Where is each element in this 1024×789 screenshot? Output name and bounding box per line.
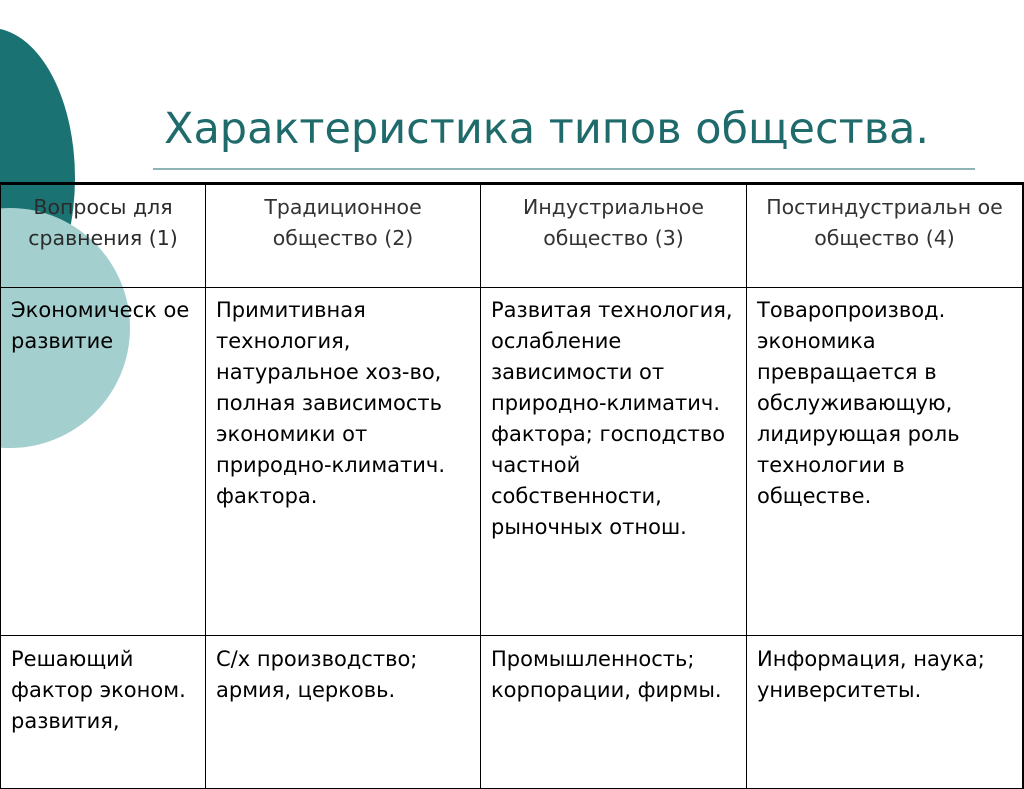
table-cell: Решающий фактор эконом. развития,	[1, 636, 206, 789]
table-cell: Информация, наука; университеты.	[747, 636, 1024, 789]
table-header-cell: Традиционное общество (2)	[206, 184, 481, 288]
table-cell: Экономическ ое развитие	[1, 288, 206, 636]
table-header-row	[1, 184, 1024, 288]
table-header-cell: Индустриальное общество (3)	[481, 184, 747, 288]
slide-title: Характеристика типов общества.	[164, 104, 930, 154]
table-cell: С/х производство; армия, церковь.	[206, 636, 481, 789]
table-header-cell: Постиндустриальн ое общество (4)	[747, 184, 1024, 288]
table-cell: Товаропроизвод. экономика превращается в обслуживающую, лидирующая роль технологии в обществе.	[747, 288, 1024, 636]
table-cell: Развитая технология, ослабление зависимости от природно-климатич. фактора; господство частной собственности, рыночных отнош.	[481, 288, 747, 636]
comparison-table	[0, 182, 1024, 789]
table-row	[1, 636, 1024, 789]
title-underline	[153, 168, 975, 170]
table-cell: Примитивная технология, натуральное хоз-во, полная зависимость экономики от природно-климатич. фактора.	[206, 288, 481, 636]
table-cell: Промышленность; корпорации, фирмы.	[481, 636, 747, 789]
table-header-cell: Вопросы для сравнения (1)	[1, 184, 206, 288]
table-row	[1, 288, 1024, 636]
